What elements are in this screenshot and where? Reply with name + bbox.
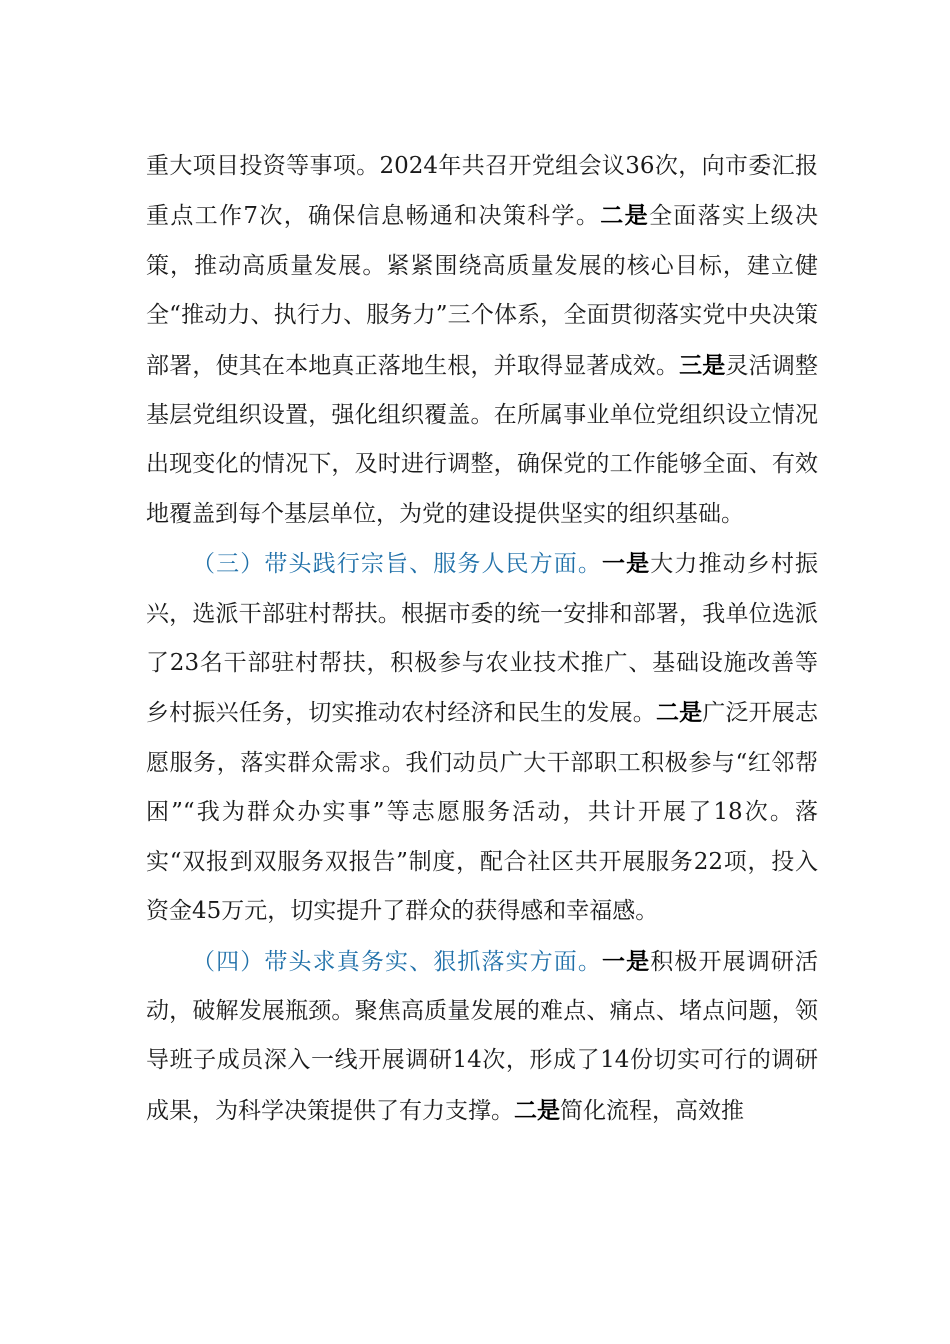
sentence-text: 广泛开展志愿服务，落实群众需求。我们动员广大干部职工积极参与“红邻帮困”“我为群众办实事”等志愿服务活动，共计开展了18次。落实“双报到双服务双报告”制度，配合社区共开展服务22项，投入资金45万元，切实提升了群众的获得感和幸福感。 [146,700,819,925]
bold-marker: 三是 [679,351,726,379]
paragraph-section-4 [146,937,818,1137]
bold-marker: 一是 [602,947,651,975]
bold-marker: 二是 [655,699,703,727]
section-heading: （四）带头求真务实、狠抓落实方面。 [192,948,603,975]
sentence-text: 灵活调整基层党组织设置，强化组织覆盖。在所属事业单位党组织设立情况出现变化的情况下，及时进行调整，确保党的工作能够全面、有效地覆盖到每个基层单位，为党的建设提供坚实的组织基础。 [146,352,819,527]
sentence-text: 大力推动乡村振兴，选派干部驻村帮扶。根据市委的统一安排和部署，我单位选派了23名干部驻村帮扶，积极参与农业技术推广、基础设施改善等乡村振兴任务，切实推动农村经济和民生的发展。 [146,551,819,727]
sentence-text: 简化流程，高效推 [560,1097,744,1124]
section-heading: （三）带头践行宗旨、服务人民方面。 [192,551,603,578]
bold-marker: 二是 [514,1096,560,1124]
bold-marker: 二是 [600,202,649,230]
sentence-text: 积极开展调研活动，破解发展瓶颈。聚焦高质量发展的难点、痛点、堵点问题，领导班子成员深入一线开展调研14次，形成了14份切实可行的调研成果，为科学决策提供了有力支撑。 [146,948,819,1124]
document-body [146,142,818,1136]
sentence-text: 全面落实上级决策，推动高质量发展。紧紧围绕高质量发展的核心目标，建立健全“推动力、执行力、服务力”三个体系，全面贯彻落实党中央决策部署，使其在本地真正落地生根，并取得显著成效。 [146,203,819,379]
paragraph-continuation [146,142,818,539]
paragraph-section-3 [146,539,818,936]
sentence-text: 重大项目投资等事项。2024年共召开党组会议36次，向市委汇报重点工作7次，确保信息畅通和决策科学。 [146,153,818,230]
bold-marker: 一是 [602,550,651,578]
